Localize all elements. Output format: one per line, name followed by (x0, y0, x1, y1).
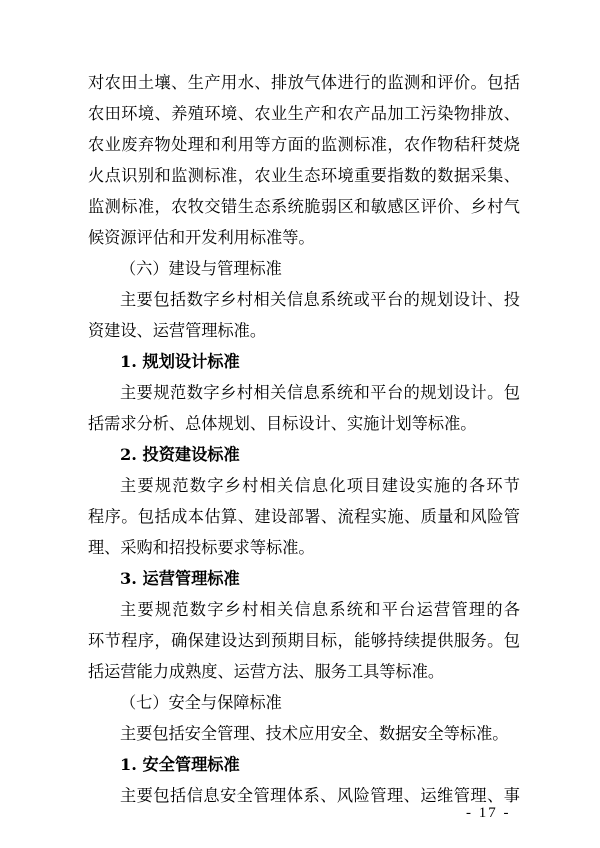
body-text-line: 候资源评估和开发利用标准等。 (88, 228, 315, 247)
body-text-line: 农业废弃物处理和利用等方面的监测标准，农作物秸秆焚烧 (88, 135, 520, 154)
page-number: - 17 - (466, 805, 511, 821)
body-text-line: 农田环境、养殖环境、农业生产和农产品加工污染物排放、 (88, 104, 520, 123)
subsection-heading: 2. 投资建设标准 (120, 445, 240, 464)
body-text-line: 资建设、运营管理标准。 (88, 321, 267, 340)
paragraph-first-line: 主要规范数字乡村相关信息系统和平台运营管理的各 (120, 600, 520, 619)
body-text-line: 括需求分析、总体规划、目标设计、实施计划等标准。 (88, 414, 477, 433)
body-text-line: 环节程序，确保建设达到预期目标，能够持续提供服务。包 (88, 631, 520, 650)
body-text-line: 火点识别和监测标准，农业生态环境重要指数的数据采集、 (88, 166, 520, 185)
section-heading: （七）安全与保障标准 (120, 693, 282, 712)
subsection-heading: 3. 运营管理标准 (120, 569, 240, 588)
body-text-line: 理、采购和招投标要求等标准。 (88, 538, 315, 557)
body-text-line: 括运营能力成熟度、运营方法、服务工具等标准。 (88, 662, 445, 681)
body-text-line: 对农田土壤、生产用水、排放气体进行的监测和评价。包括 (88, 73, 520, 92)
paragraph-first-line: 主要包括信息安全管理体系、风险管理、运维管理、事 (120, 786, 520, 805)
section-heading: （六）建设与管理标准 (120, 259, 282, 278)
subsection-heading: 1. 规划设计标准 (120, 352, 240, 371)
paragraph-first-line: 主要包括安全管理、技术应用安全、数据安全等标准。 (120, 724, 509, 743)
paragraph-first-line: 主要规范数字乡村相关信息化项目建设实施的各环节 (120, 476, 520, 495)
subsection-heading: 1. 安全管理标准 (120, 755, 240, 774)
paragraph-first-line: 主要规范数字乡村相关信息系统和平台的规划设计。包 (120, 383, 520, 402)
paragraph-first-line: 主要包括数字乡村相关信息系统或平台的规划设计、投 (120, 290, 520, 309)
body-text-line: 程序。包括成本估算、建设部署、流程实施、质量和风险管 (88, 507, 520, 526)
body-text-line: 监测标准，农牧交错生态系统脆弱区和敏感区评价、乡村气 (88, 197, 520, 216)
